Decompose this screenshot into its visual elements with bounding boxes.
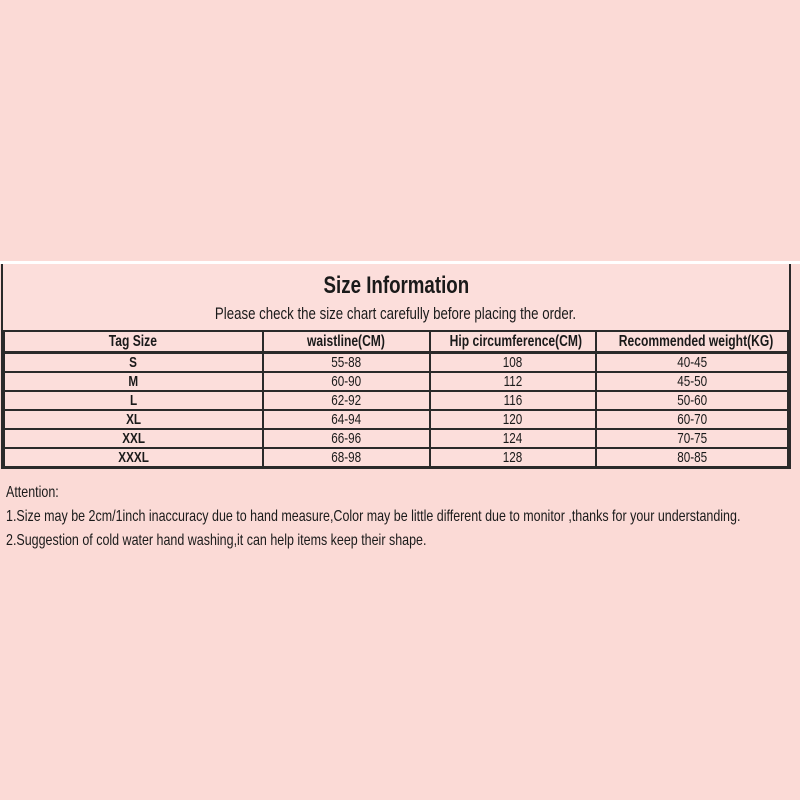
recommended-weight-value: 40-45 [676, 354, 707, 371]
hip-circumference-value: 108 [503, 354, 523, 371]
column-header-hip-circumference [430, 331, 596, 353]
attention-line-1-text: 1.Size may be 2cm/1inch inaccuracy due to hand measure,Color may be little different due to monitor ,thanks for your understanding. [6, 508, 741, 525]
size-row-m [4, 372, 788, 391]
size-info-title-text: Size Information [323, 272, 469, 299]
waistline-cell [263, 391, 430, 410]
recommended-weight-cell [596, 372, 788, 391]
tag-size-cell [4, 410, 263, 429]
tag-size-cell [4, 448, 263, 468]
waistline-cell [263, 410, 430, 429]
column-header-hip-circumference-text: Hip circumference(CM) [449, 332, 582, 350]
waistline-value: 60-90 [331, 373, 362, 390]
column-header-tag-size [4, 331, 263, 353]
tag-size-cell [4, 372, 263, 391]
column-header-recommended-weight [596, 331, 788, 353]
attention-line-2 [6, 529, 800, 553]
recommended-weight-cell [596, 429, 788, 448]
size-info-subtitle [3, 304, 789, 324]
waistline-value: 68-98 [331, 449, 362, 466]
recommended-weight-cell [596, 353, 788, 373]
recommended-weight-cell [596, 448, 788, 468]
tag-size-value: S [129, 354, 138, 371]
tag-size-cell [4, 391, 263, 410]
size-info-subtitle-text: Please check the size chart carefully before placing the order. [215, 304, 577, 323]
waistline-cell [263, 372, 430, 391]
hip-circumference-cell [430, 448, 596, 468]
tag-size-value: XXL [121, 430, 145, 447]
waistline-cell [263, 353, 430, 373]
hip-circumference-value: 120 [503, 411, 523, 428]
waistline-value: 64-94 [331, 411, 362, 428]
attention-line-2-text: 2.Suggestion of cold water hand washing,it can help items keep their shape. [6, 532, 427, 549]
waistline-cell [263, 448, 430, 468]
recommended-weight-cell [596, 391, 788, 410]
tag-size-value: L [129, 392, 137, 409]
recommended-weight-value: 50-60 [676, 392, 707, 409]
size-row-xl [4, 410, 788, 429]
size-table [3, 330, 789, 469]
size-row-l [4, 391, 788, 410]
attention-line-1 [6, 505, 800, 529]
size-row-s [4, 353, 788, 373]
attention-heading [6, 481, 800, 505]
hip-circumference-value: 116 [503, 392, 523, 409]
hip-circumference-cell [430, 353, 596, 373]
column-header-waistline-text: waistline(CM) [307, 332, 386, 350]
panel-header [3, 264, 789, 330]
hip-circumference-value: 112 [503, 373, 523, 390]
attention-heading-text: Attention: [6, 484, 59, 501]
size-info-title [3, 272, 789, 300]
column-header-waistline [263, 331, 430, 353]
size-row-xxxl [4, 448, 788, 468]
recommended-weight-value: 45-50 [676, 373, 707, 390]
recommended-weight-cell [596, 410, 788, 429]
tag-size-cell [4, 429, 263, 448]
waistline-value: 62-92 [331, 392, 362, 409]
waistline-cell [263, 429, 430, 448]
hip-circumference-value: 124 [503, 430, 523, 447]
waistline-value: 55-88 [331, 354, 362, 371]
tag-size-value: M [128, 373, 139, 390]
recommended-weight-value: 70-75 [676, 430, 707, 447]
hip-circumference-cell [430, 410, 596, 429]
tag-size-value: XL [125, 411, 141, 428]
size-info-panel [1, 264, 791, 469]
tag-size-value: XXXL [118, 449, 149, 466]
hip-circumference-cell [430, 391, 596, 410]
size-row-xxl [4, 429, 788, 448]
hip-circumference-cell [430, 372, 596, 391]
size-table-header-row [4, 331, 788, 353]
column-header-tag-size-text: Tag Size [109, 332, 158, 350]
waistline-value: 66-96 [331, 430, 362, 447]
recommended-weight-value: 60-70 [676, 411, 707, 428]
hip-circumference-value: 128 [503, 449, 523, 466]
recommended-weight-value: 80-85 [676, 449, 707, 466]
column-header-recommended-weight-text: Recommended weight(KG) [618, 332, 774, 350]
attention-section [6, 481, 800, 553]
hip-circumference-cell [430, 429, 596, 448]
tag-size-cell [4, 353, 263, 373]
